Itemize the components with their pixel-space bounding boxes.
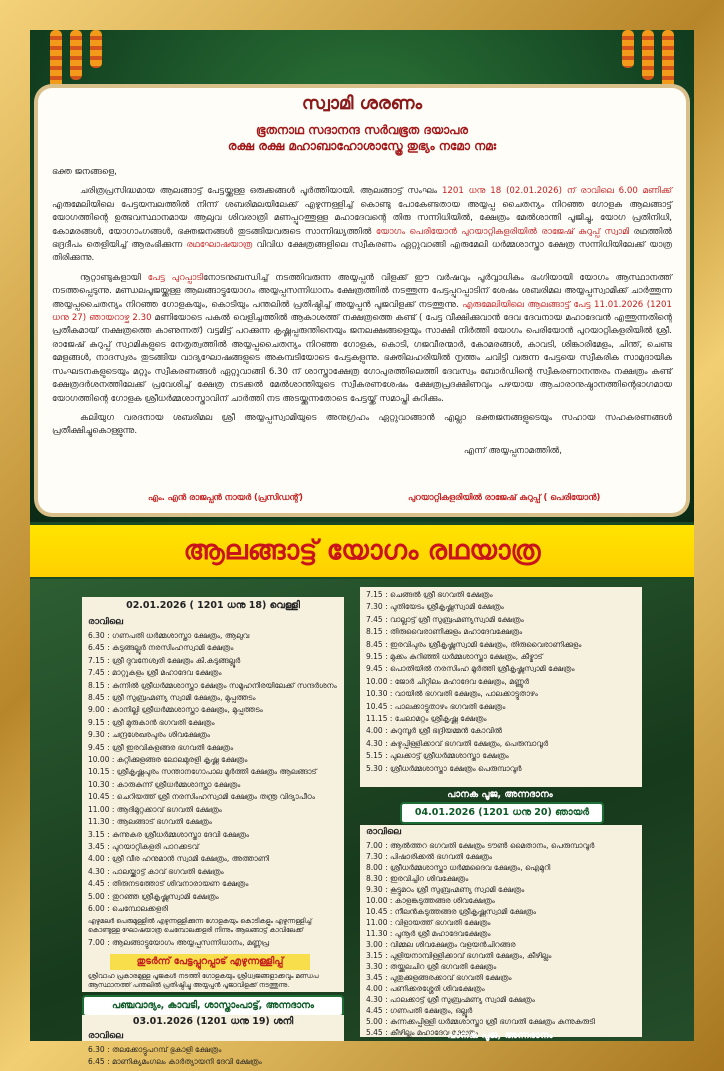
schedule-item: 9.45 : പൊതിയിൽ നരസിംഹ മൂർത്തി ശ്രീകൃഷ്ണസ്വാമി ക്ഷേത്രം — [366, 664, 575, 674]
day1-heading: 02.01.2026 ( 1201 ധനു 18) വെള്ളി — [126, 600, 300, 611]
day3-footer: പാനക പൂജ, അന്നദാനം — [447, 1030, 553, 1041]
garland-decoration — [90, 30, 102, 68]
p1-text-a: ചരിത്രപ്രസിദ്ധമായ ആലങ്ങാട്ട് പേട്ടയ്ക്കുള്ള ഒരുക്കങ്ങൾ പൂർത്തിയായി. ആലങ്ങാട്ട് സംഘം — [80, 186, 442, 197]
signer-right: പുറയാറ്റികളരിയിൽ രാജേഷ് കുറുപ്പ് ( പെരിയോൻ) — [408, 492, 601, 502]
schedule-item: 5.30 : ശ്രീധർമ്മശാസ്താ ക്ഷേത്രം പെരുമ്പാവൂർ — [366, 763, 522, 773]
schedule-item: 7.45 : മാറ്റുകളം ശ്രീ മഹാദേവ ക്ഷേത്രം — [88, 668, 222, 678]
p2-red: പേട്ട പുറപ്പാടി — [147, 272, 203, 283]
p2-text-c: മണിയോടെ പകൽ വെളിച്ചത്തിൽ ആകാശത്ത് നക്ഷത്രത്തെ കണ്ട് ( പേട്ട വീക്ഷിക്കുവാൻ ദേവ ദേവനായ മഹാദേവൻ എത്തുന്നതിന്റെ പ്രതീകമായ് നക്ഷത്രത്തെ കാണുന്നത്) വട്ടമിട്ട് പറക്കുന്ന കൃഷ്ണപ്പരുന്തിനെയും ജനലക്ഷങ്ങളെയും സാക്ഷി നിർത്തി യോഗം പെരിയോൻ പുറയാറ്റികളരിയിൽ ശ്രീ. രാജേഷ് കുറുപ്പ് സ്വാമികളുടെ നേതൃത്വത്തിൽ അയ്യപ്പചൈതന്യം നിറഞ്ഞ ഗോളക, കൊടി, ഗജവീരന്മാർ, കോമരങ്ങൾ, കാവടി, ശിങ്കാരിമേളം, ചിന്ത്, ചെണ്ട മേളങ്ങൾ, നാദസ്വരം തുടങ്ങിയ വാദ്യഘോഷങ്ങളുടെ അകമ്പടിയോടെ പേട്ടകളുന്നു. ഭക്തിലഹരിയിൽ നൃത്തം ചവിട്ടി വരുന്ന പേട്ടയെ സ്വീകരിക സാമുദായിക സംഘടനകളുടെയും മറ്റും സ്വീകരണങ്ങൾ ഏറ്റുവാങ്ങി 6.30 ന് ശാസ്താക്ഷേത്ര ഗോപുരത്തിലെത്തി ദേവസ്വം ബോർഡിന്റെ സ്വീകരണാനന്തരം നക്ഷത്രം കണ്ട് ക്ഷേത്രദർശനത്തിലേക്ക് പ്രവേശിച്ച് ക്ഷേത്ര നടക്കൽ മേൽശാന്തിയുടെ സ്വീകരണശേഷം ക്ഷേത്രപ്രദക്ഷിണവും പഴയായ ആചാരാനുഷ്ഠാനത്തിന്റെഭാഗമായ യോഗത്തിന്റെ ഗോളക ശ്രീധർമ്മശാസ്താവിന് ചാർത്തി നട അടയ്ക്കുന്നതോടെ പേട്ടയ്ക്ക് സമാപ്തി കുറിക്കും. — [52, 313, 672, 404]
schedule-item: 10.15 : ശ്രീകൃഷ്ണപുരം സന്താനഗോപാല മൂർത്തി ക്ഷേത്രം ആലങ്ങാട് — [88, 767, 317, 777]
schedule-item: 7.15 : ശ്രീ ദുവനേശ്വരി ക്ഷേത്രം കി.കടുങ്ങല്ലൂർ — [88, 655, 241, 665]
schedule-item: 10.00 : ജോർ ചിറ്റിലം മഹാദേവ ക്ഷേത്രം, മണ്ണൂർ — [366, 676, 530, 686]
schedule-item: 6.45 : കടുങ്ങല്ലൂർ നരസിംഹസ്വാമി ക്ഷേത്രം — [88, 643, 234, 653]
day1-footer: പഞ്ചവാദ്യം, കാവടി, ശാസ്താംപാട്ട്, അന്നദാനം — [82, 995, 344, 1017]
paragraph-2 — [52, 272, 672, 406]
schedule-area — [30, 579, 694, 1067]
day3-morning: രാവിലെ — [366, 827, 401, 837]
paragraph-1 — [52, 185, 672, 265]
schedule-item: 7.15 : ചെങ്ങൽ ശ്രീ ഭഗവതി ക്ഷേത്രം — [366, 590, 493, 599]
schedule-item: 10.45 : ചെറിയത്ത് ശ്രീ നരസിംഹസ്വാമി ക്ഷേത്രം തന്ത്ര വിദ്യാപീഠം — [88, 792, 315, 802]
schedule-item: 6.30 : തലക്കോട്ടുപറമ്പ് ഭുകാളി ക്ഷേത്രം — [88, 1045, 222, 1054]
schedule-item: 6.30 : ഗണപതി ധർമ്മശാസ്താ ക്ഷേത്രം, ആലുവ — [88, 631, 250, 640]
schedule-item: 10.30 : വായിൽ ഭഗവതി ക്ഷേത്രം, പാലക്കാട്ടുതാഴം — [366, 689, 538, 699]
invocation — [38, 122, 686, 154]
day3-panel — [360, 825, 642, 1037]
invocation-line-1: ഭൂതനാഥ സദാനന്ദ സർവഭൂത ദയാപര — [255, 123, 469, 137]
day2-continued-list — [360, 587, 642, 775]
day3-heading: 04.01.2026 (1201 ധനു 20) ഞായർ — [400, 802, 604, 824]
schedule-item: 11.30 : ആലങ്ങാട് ഭഗവതി ക്ഷേത്രം — [88, 817, 212, 827]
garland-decoration — [622, 30, 634, 68]
schedule-item: 4.00 : ശ്രീ വീര ഹനുമാൻ സ്വാമി ക്ഷേത്രം, അത്താണി — [88, 854, 269, 864]
schedule-item: 8.30 : ഇരവിച്ചിറ ശിവക്ഷേത്രം — [366, 874, 469, 883]
schedule-item: 11.15 : ചേലാമറ്റം ശ്രീകൃഷ്ണ ക്ഷേത്രം — [366, 714, 487, 724]
schedule-item: 4.30 : പാലയ്ക്കാട്ട് കാവ് ഭഗവതി ക്ഷേത്രം — [88, 866, 224, 876]
closing: എന്ന് അയ്യപ്പനാമത്തിൽ, — [463, 445, 562, 456]
schedule-item: 10.00 : കാളങ്കടുത്തങ്ങര ശിവക്ഷേത്രം — [366, 896, 495, 905]
schedule-item: 11.30 : പൂനൂർ ശ്രീ മഹാദേവക്ഷേത്രം — [366, 929, 491, 938]
day1-last-item: 7.00 : ആലങ്ങാട്ടുയോഗം അയ്യപ്പസന്നിധാനം, മണ്ണപ്ര — [88, 938, 270, 948]
schedule-item: 10.30 : കാരുകുന്ന് ശ്രീധർമ്മശാസ്താ ക്ഷേത്രം — [88, 779, 241, 789]
schedule-item: 9.00 : കാനില്ലി ശ്രീധർമ്മശാസ്താ ക്ഷേത്രം, മുപ്പത്തടം — [88, 705, 263, 715]
schedule-item: 3.15 : കുന്നുകര ശ്രീധർമ്മശാസ്താ ദേവി ക്ഷേത്രം — [88, 829, 250, 839]
schedule-item: 10.00 : കുറ്റിക്കുളങ്ങര ലോലമുരളി കൃഷ്ണ ക്ഷേത്രം — [88, 755, 248, 765]
schedule-item: 4.00 : കുറുമ്പൂർ ശ്രീ ഭദ്രിയമ്മൻ കോവിൽ — [366, 726, 503, 736]
schedule-item: 9.15 : ശ്രീ മുരുകാൻ ഭഗവതി ക്ഷേത്രം — [88, 717, 215, 727]
day1-panel — [82, 597, 344, 992]
schedule-item: 7.30 : പുതിയേടം ശ്രീകൃഷ്ണസ്വാമി ക്ഷേത്രം — [366, 602, 504, 612]
day2-continued-panel — [360, 587, 642, 787]
schedule-item: 3.30 : തയ്ക്കലചിറ ശ്രീ ഭഗവതി ക്ഷേത്രം — [366, 962, 497, 971]
salutation: ഭക്ത ജനങ്ങളെ, — [52, 167, 117, 177]
garland-decoration — [70, 30, 82, 80]
p2-date: എരുമേലിയിലെ ആലങ്ങാട്ട് പേട്ട 11.01.2026 (1201 ധനു 27) ഞായറാഴ്ച 2.30 — [52, 299, 672, 324]
schedule-item: 4.00 : പണിക്കരശ്ശേരി ശിവക്ഷേത്രം — [366, 984, 485, 993]
day2-heading: 03.01.2026 (1201 ധനു 19) ശനി — [132, 1016, 294, 1027]
schedule-item: 3.15 : പുളിയനാമ്പിള്ളിക്കാവ് ഭഗവതി ക്ഷേത്രം, കീഴില്ലം — [366, 951, 552, 960]
p2-text-a: നൂറ്റാണ്ടുകളായി — [80, 272, 148, 283]
signer-left: എം. എൻ രാജപ്പൻ നായർ (പ്രസിഡന്റ്) — [148, 492, 303, 502]
p1-leader: യോഗം പെരിയോൻ പുറയാറ്റികളരിയിൽ രാജേഷ് കുറുപ്പ് സ്വാമി — [375, 226, 630, 237]
schedule-item: 11.00 : വിളായത്ത് ഭഗവതി ക്ഷേത്രം — [366, 918, 491, 927]
day1-highlight: തുടർന്ന് പേട്ടപ്പുറപ്പാട് എഴുന്നള്ളിപ്പ് — [110, 954, 310, 970]
schedule-item: 3.45 : പുതുക്കുളങ്ങരക്കാവ് ഭഗവതി ക്ഷേത്രം — [366, 973, 512, 982]
schedule-item: 3.45 : പുറയാറ്റികളരി പാറക്കടവ് — [88, 841, 199, 851]
schedule-item: 8.15 : കുന്നിൽ ശ്രീധർമ്മശാസ്താ ക്ഷേത്രം സമൂഹനിരയിലേക്ക് സന്ദർശനം — [88, 680, 337, 690]
schedule-item: 7.45 : വാല്ലാട്ട് ശ്രീ സുബ്രഹ്മണ്യസ്വാമി ക്ഷേത്രം — [366, 614, 524, 624]
schedule-item: 4.30 : പാലക്കാട്ട് ശ്രീ സുബ്രഹ്മണ്യ സ്വാമി ക്ഷേത്രം — [366, 995, 535, 1004]
schedule-item: 3.00 : വിമ്മല ശിവക്ഷേത്രം വളയൻചിറങ്ങര — [366, 940, 516, 949]
schedule-item: 6.00 : ചെമ്പോലക്കളരി — [88, 903, 168, 913]
schedule-item: 5.00 : കുന്നക്കപ്പിള്ളി ധർമ്മശാസ്താ ശ്രീ ഭഗവതി ക്ഷേത്രം കുന്നുകുരുടി — [366, 1017, 595, 1026]
schedule-item: 9.30 : ചന്ദ്രശേഖരപുരം ശിവക്ഷേത്രം — [88, 730, 211, 740]
letter-card — [38, 88, 686, 513]
schedule-item: 8.45 : ശ്രീ സുബ്രഹ്മണ്യ സ്വാമി ക്ഷേത്രം, മുപ്പത്തടം — [88, 693, 256, 703]
invocation-line-2: രക്ഷ രക്ഷ മഹാബാഹോശാസ്ത്രേ തുഭ്യം നമോ നമഃ — [227, 139, 497, 153]
day1-highlight-note: ശ്രീവാഹ പ്രകാരമുള്ള പൂജകൾ നടത്തി ഗോളകയും ശ്രീധ്വജങ്ങളാക്കവും മണ്ഡപ ആസ്ഥാനത്ത് പന്തലിൽ പ്രതിഷ്ഠിച്ചു അയ്യപ്പൻ പൂജാവിളക്ക് നടത്തുന്നു. — [88, 971, 319, 989]
schedule-item: 11.00 : ആദിമുറ്റക്കാവ് ഭഗവതി ക്ഷേത്രം — [88, 804, 222, 814]
schedule-item: 10.45 : പാലക്കാട്ടുതാഴം ഭഗവതി ക്ഷേത്രം — [366, 701, 506, 711]
p1-procession: രഥഘോഷയാത്ര — [186, 240, 253, 251]
schedule-item: 7.30 : പിഷാരിക്കൽ ഭഗവതി ക്ഷേത്രം — [366, 852, 493, 861]
paragraph-3: കലിയുഗ വരദനായ ശബരിമല ശ്രീ അയ്യപ്പസ്വാമിയുടെ അനുഗ്രഹം ഏറ്റുവാങ്ങാൻ എല്ലാ ഭക്തജനങ്ങളുടെയും സഹായ സഹകരണങ്ങൾ പ്രതീക്ഷിച്ചുകൊള്ളുന്നു. — [52, 412, 672, 437]
day2-footer: പാനക പൂജ, അന്നദാനം — [447, 789, 553, 800]
schedule-item: 5.45 : കീഴില്ലം മഹാദേവ ക്ഷേത്രം — [366, 1028, 479, 1037]
day1-morning: രാവിലെ — [88, 617, 123, 627]
schedule-item: 4.45 : ഗണപതി ക്ഷേത്രം, ഒല്ലൂർ — [366, 1006, 473, 1015]
schedule-item: 8.00 : ശ്രീധർമ്മശാസ്താ ധർമ്മദൈവ ക്ഷേത്രം, ഐമുറി — [366, 863, 551, 872]
schedule-item: 8.45 : ഇരവിപുരം ശ്രീകൃഷ്ണസ്വാമി ക്ഷേത്രം, തിരുവൈരാണിക്കുളം — [366, 639, 582, 649]
rathayatra-banner: ആലങ്ങാട്ട് യോഗം രഥയാത്ര — [30, 525, 694, 577]
p1-text-b: എരുമേലിയിലെ പേട്ടയമ്പലത്തിൽ നിന്ന് ശബരിമലയിലേക്ക് എഴുന്നള്ളിച്ച് കൊണ്ടു പോകേണ്ടതായ അയ്യപ്പ ചൈതന്യം നിറഞ്ഞ ഗോളക ആലങ്ങാട്ട് യോഗത്തിന്റെ ഉത്ഭവസ്ഥാനമായ ആലുവ ശിവരാത്രി മണപ്പുറത്തുള്ള മഹാദേവന്റെ തിരു സന്നിധിയിൽ, ക്ഷേത്രം മേൽശാന്തി പൂജിച്ചു, യോഗ പ്രതിനിധി, കോമരങ്ങൾ, യോഗാംഗങ്ങൾ, ഭക്തജനങ്ങൾ തുടങ്ങിയവരുടെ സാന്നിദ്ധ്യത്തിൽ — [52, 199, 672, 237]
day2-panel — [82, 1015, 344, 1067]
schedule-item: 10.45 : നീലൻകടുത്തങ്ങര ശ്രീകൃഷ്ണസ്വാമി ക്ഷേത്രം — [366, 907, 537, 916]
schedule-item: 6.45 : മാണിക്യമംഗലം കാർത്യായനി ദേവി ക്ഷേത്രം — [88, 1057, 262, 1067]
schedule-item: 4.30 : കുഴുപ്പിള്ളിക്കാവ് ഭഗവതി ക്ഷേത്രം, പെരുമ്പാവൂർ — [366, 738, 549, 748]
day1-list — [82, 630, 344, 915]
schedule-item: 5.15 : പുലക്കാട്ട് ശ്രീധർമ്മശാസ്താ ക്ഷേത്രം — [366, 751, 509, 761]
p1-text-c: രഥത്തിൽ ഭദ്രദീപം തെളിയിച്ച് ആരംഭിക്കുന്ന — [52, 226, 673, 251]
schedule-item: 9.45 : ശ്രീ ഇരവികുളങ്ങര ഭഗവതി ക്ഷേത്രം — [88, 742, 234, 752]
poster — [30, 30, 694, 1067]
page-title: സ്വാമി ശരണം — [301, 93, 423, 114]
day3-list — [360, 840, 642, 1038]
p1-date: 1201 ധനു 18 (02.01.2026) ന് രാവിലെ 6.00 മണിക്ക് — [441, 186, 672, 197]
schedule-item: 4.45 : തിരുനടത്തോട് ശിവനാരായണ ക്ഷേത്രം — [88, 879, 249, 889]
day1-note: എഴുമലർ പെരുമുള്ളിൽ എഴുന്നള്ളിക്കുന്ന ഗോളകയും കൊടികളും എഴുന്നള്ളിച്ച് കൊണ്ടുള്ള ഘോഷയാത്ര ചെമ്പോലക്കളരി നിന്നും ആലങ്ങാട്ട് കാവിലേക്ക് — [88, 917, 312, 935]
p2-text-b: നോടനുബന്ധിച്ച് നടത്തിവരുന്ന അയ്യപ്പൻ വിളക്ക് ഈ വർഷവും പൂർവ്വാധികം ഭംഗിയായി യോഗം ആസ്ഥാനത്ത് നടത്തപ്പെടുന്നു. മണ്ഡലപൂജയ്ക്കുള്ള ആലങ്ങാട്ടുയോഗം അയ്യപ്പസന്നിധാനം ക്ഷേത്രത്തിൽ നടത്തുന്ന പേട്ടപ്പുറപ്പാടിന് ശേഷം ശബരിമല അയ്യപ്പസ്വാമിക്ക് ചാർത്തുന്ന അയ്യപ്പചൈതന്യം നിറഞ്ഞ ഗോളകയും, കൊടിയും പന്തലിൽ പ്രതിഷ്ഠിച്ച് അയ്യപ്പൻ പൂജവിളക്ക് നടത്തുന്നു. — [52, 272, 672, 310]
day2-morning: രാവിലെ — [88, 1031, 123, 1041]
schedule-item: 8.15 : തിരുവൈരാണിക്കുളം മഹാദേവക്ഷേത്രം — [366, 627, 523, 637]
schedule-item: 9.15 : മുക്കം കുറിഞ്ഞി ധർമ്മശാസ്താ ക്ഷേത്രം, കീഴ്മാട് — [366, 652, 543, 662]
schedule-item: 7.00 : ആൽത്തറ ഭഗവതി ക്ഷേത്രം ടൗൺ മൈതാനം, പെരുമ്പാവൂർ — [366, 841, 595, 850]
schedule-item: 5.00 : തുറഞ്ഞ ശ്രീകൃഷ്ണസ്വാമി ക്ഷേത്രം — [88, 891, 219, 901]
letter-body — [52, 166, 672, 464]
schedule-item: 9.30 : കൂട്ടുമഠം ശ്രീ സുബ്രഹ്മണ്യ സ്വാമി ക്ഷേത്രം — [366, 885, 525, 894]
p1-text-d: വിവിധ ക്ഷേത്രങ്ങളിലെ സ്വീകരണം ഏറ്റുവാങ്ങി എരുമേലി ധർമ്മശാസ്താ ക്ഷേത്ര സന്നിധിയിലേക്ക് യാത്ര തിരിക്കുന്നു. — [52, 240, 672, 264]
garland-decoration — [642, 30, 654, 80]
